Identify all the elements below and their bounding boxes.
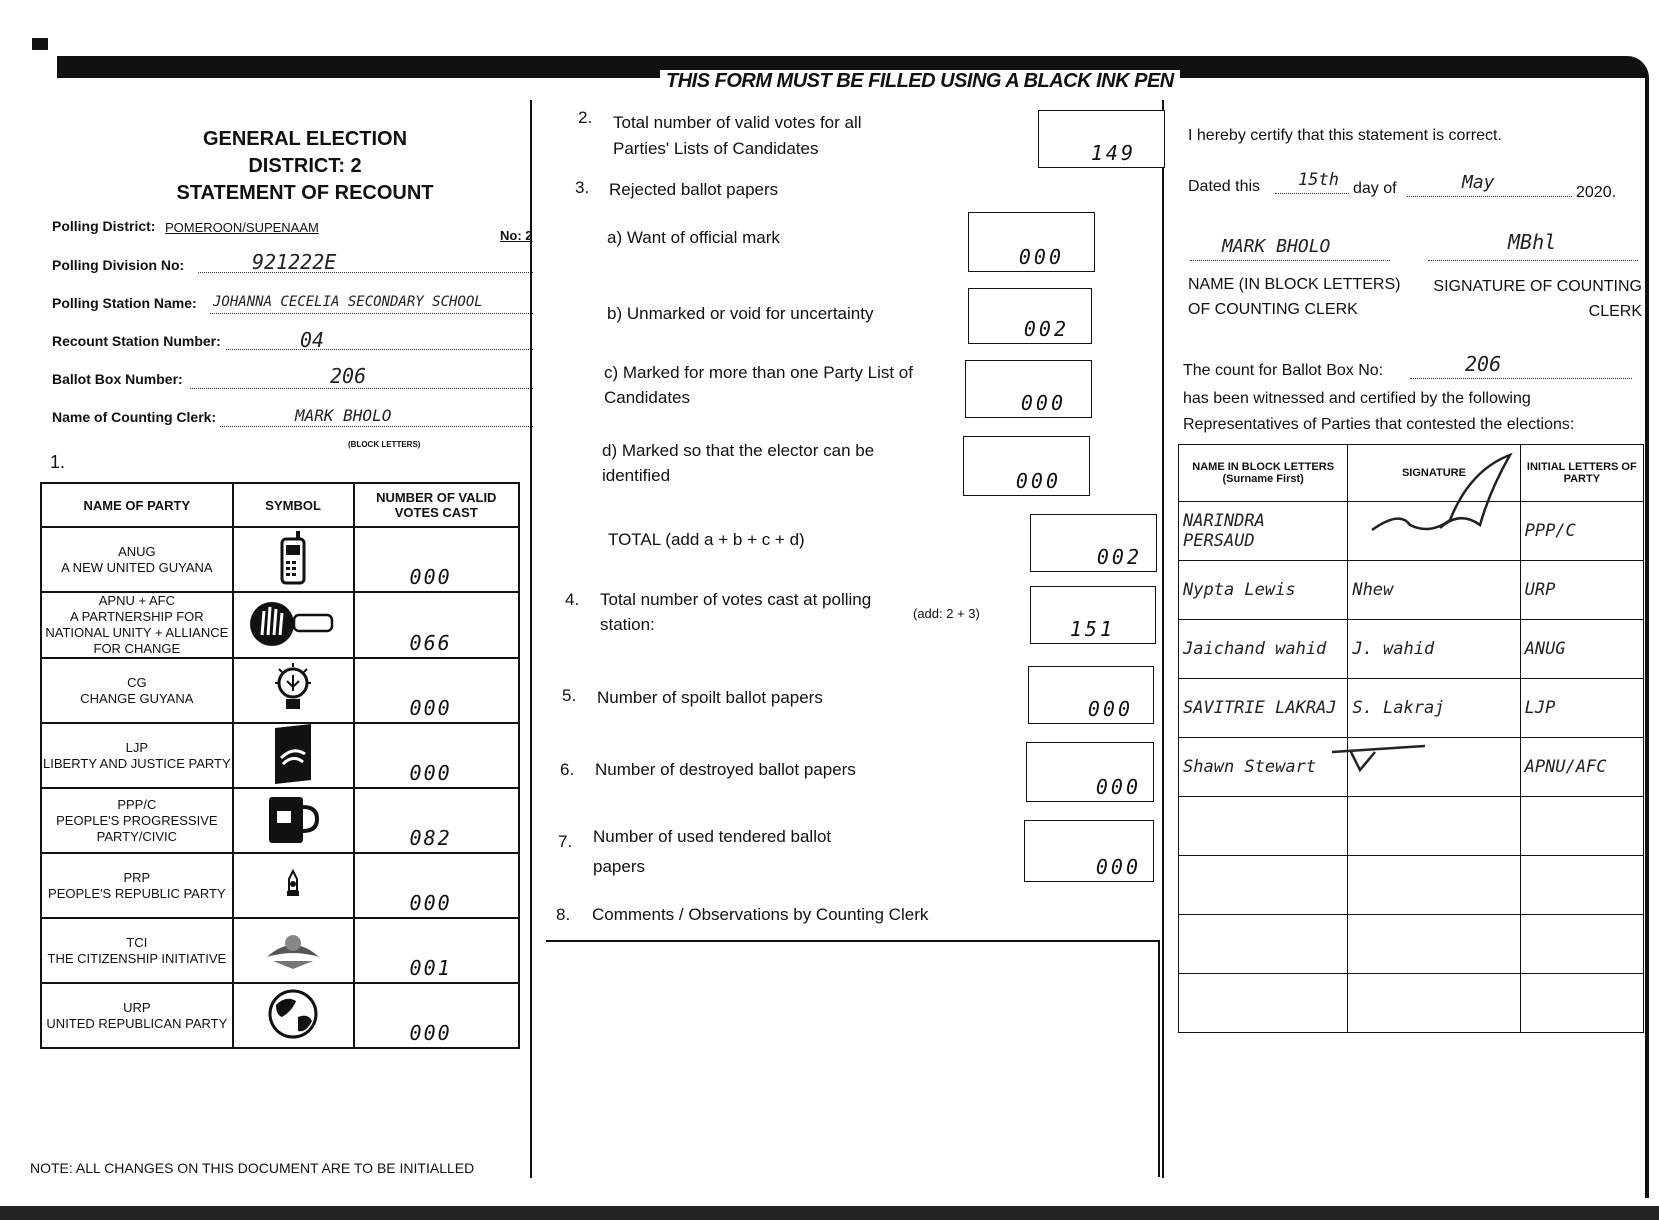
table-row	[1179, 797, 1644, 856]
ballot-box-label: Ballot Box Number:	[52, 371, 183, 387]
rep-name	[1179, 797, 1348, 856]
party-votes-table	[40, 482, 520, 1049]
polling-district-label: Polling District:	[52, 218, 156, 234]
banner-text: THIS FORM MUST BE FILLED USING A BLACK INK PEN	[660, 70, 1180, 93]
votes-value: 000	[409, 761, 452, 785]
polling-station-value: JOHANNA CECELIA SECONDARY SCHOOL	[213, 294, 483, 310]
header-title: GENERAL ELECTION	[202, 128, 408, 150]
table-row	[41, 853, 519, 918]
clerk-name-line	[220, 426, 533, 427]
q6-label: Number of destroyed ballot papers	[595, 760, 856, 779]
rep-party: ANUG	[1520, 620, 1643, 679]
q5-box	[1028, 666, 1154, 724]
signature-scribble-1	[1370, 450, 1520, 540]
polling-division-value: 921222E	[252, 250, 337, 274]
q8-num: 8.	[556, 905, 571, 924]
table-row	[41, 983, 519, 1048]
clerk-signature: MBhl	[1508, 230, 1557, 254]
q5-num: 5.	[562, 686, 577, 705]
q6-value: 000	[1095, 775, 1141, 799]
witness-line-1: has been witnessed and certified by the following	[1183, 390, 1531, 407]
form-header	[150, 126, 460, 207]
bottom-edge	[0, 1206, 1659, 1220]
rep-name: SAVITRIE LAKRAJ	[1179, 679, 1348, 738]
right-edge-line	[1645, 78, 1649, 1198]
q7-label: Number of used tendered ballot papers	[593, 827, 832, 876]
rep-signature: J. wahid	[1348, 620, 1520, 679]
polling-district-no: No: 2	[500, 228, 533, 243]
block-letters-note: (BLOCK LETTERS)	[348, 440, 421, 449]
dated-day-line	[1275, 193, 1349, 194]
col-rep-signature: SIGNATURE	[1348, 445, 1520, 502]
q3-label: Rejected ballot papers	[609, 180, 779, 199]
q3b-box	[968, 288, 1092, 344]
recount-station-line	[226, 349, 533, 350]
total-box	[1030, 514, 1157, 572]
party-abbr: TCI	[126, 934, 148, 950]
party-abbr: CG	[127, 674, 147, 690]
q3d-box	[963, 436, 1090, 496]
phone-icon	[278, 531, 308, 585]
clerk-name-sign-line	[1190, 260, 1390, 261]
q4-box	[1030, 586, 1156, 644]
dated-mid: day of	[1353, 180, 1397, 197]
q3b-label: b) Unmarked or void for uncertainty	[607, 304, 874, 323]
table-row	[41, 723, 519, 788]
divider-left	[530, 100, 532, 1178]
rep-signature: S. Lakraj	[1348, 679, 1520, 738]
q3c-value: 000	[1020, 391, 1066, 415]
party-abbr: LJP	[125, 739, 149, 755]
count-line	[1410, 378, 1632, 379]
lamp-icon	[283, 869, 303, 899]
initial-note: NOTE: ALL CHANGES ON THIS DOCUMENT ARE TO BE INITIALLED	[30, 1160, 475, 1176]
votes-value: 001	[409, 956, 452, 980]
q3b-value: 002	[1023, 317, 1069, 341]
divider-right	[1162, 100, 1164, 1178]
rep-party: URP	[1520, 561, 1643, 620]
col-party-name: NAME OF PARTY	[41, 483, 233, 527]
emblem-icon	[263, 927, 323, 971]
total-value: 002	[1096, 545, 1142, 569]
table-row	[1179, 561, 1644, 620]
q2-value: 149	[1090, 141, 1136, 165]
votes-value: 000	[409, 696, 452, 720]
clerk-name-label: Name of Counting Clerk:	[52, 409, 217, 425]
rep-name	[1179, 856, 1348, 915]
col-rep-name: NAME IN BLOCK LETTERS (Surname First)	[1179, 445, 1348, 502]
cup-icon	[265, 791, 321, 847]
col-rep-party: INITIAL LETTERS OF PARTY	[1520, 445, 1643, 502]
polling-division-label: Polling Division No:	[52, 257, 185, 273]
q3c-box	[965, 360, 1092, 418]
q3a-box	[968, 212, 1095, 272]
dated-prefix: Dated this	[1188, 178, 1261, 195]
rep-party	[1520, 856, 1643, 915]
party-abbr: PPP/C	[117, 796, 157, 812]
lightbulb-icon	[271, 661, 315, 717]
section-one: 1.	[50, 452, 66, 472]
col-symbol: SYMBOL	[233, 483, 354, 527]
table-row	[41, 658, 519, 723]
rep-signature	[1348, 797, 1520, 856]
party-name: PEOPLE'S REPUBLIC PARTY	[48, 885, 226, 901]
rep-name: Nypta Lewis	[1179, 561, 1348, 620]
q5-value: 000	[1087, 697, 1133, 721]
q4-add-note: (add: 2 + 3)	[913, 606, 980, 621]
rep-party	[1520, 915, 1643, 974]
polling-station-label: Polling Station Name:	[52, 295, 197, 311]
clerk-sig-line	[1428, 260, 1638, 261]
party-name: LIBERTY AND JUSTICE PARTY	[43, 755, 231, 771]
dated-day: 15th	[1298, 170, 1339, 190]
rep-party	[1520, 797, 1643, 856]
globe-icon	[266, 987, 320, 1041]
q4-value: 151	[1069, 617, 1115, 641]
votes-value: 082	[409, 826, 452, 850]
clerk-name-block: MARK BHOLO	[1222, 236, 1331, 257]
comments-area	[546, 940, 1160, 1177]
polling-station-line	[210, 313, 533, 314]
q3-num: 3.	[575, 178, 590, 197]
party-name: THE CITIZENSHIP INITIATIVE	[47, 950, 227, 966]
recount-station-value: 04	[300, 328, 325, 352]
party-abbr: ANUG	[118, 543, 156, 559]
party-abbr: APNU + AFC	[98, 593, 175, 608]
rep-party: LJP	[1520, 679, 1643, 738]
rep-party	[1520, 974, 1643, 1033]
votes-value: 000	[409, 1021, 452, 1045]
party-name: UNITED REPUBLICAN PARTY	[46, 1015, 228, 1031]
table-row	[41, 592, 519, 658]
table-row	[1179, 856, 1644, 915]
polling-district-value: POMEROON/SUPENAAM	[165, 220, 319, 235]
party-abbr: URP	[123, 999, 151, 1015]
q8-label: Comments / Observations by Counting Clerk	[592, 905, 929, 924]
certify-text: I hereby certify that this statement is correct.	[1188, 127, 1502, 144]
party-name: A PARTNERSHIP FOR NATIONAL UNITY + ALLIANCE FOR CHANGE	[45, 609, 229, 656]
votes-value: 066	[409, 631, 452, 655]
q2-num: 2.	[578, 108, 593, 127]
rep-signature	[1348, 856, 1520, 915]
q7-box	[1024, 820, 1154, 882]
q3d-label: d) Marked so that the elector can be identified	[602, 441, 875, 485]
rep-signature	[1348, 915, 1520, 974]
q3a-value: 000	[1018, 245, 1064, 269]
q3d-value: 000	[1015, 469, 1061, 493]
rep-name: NARINDRA PERSAUD	[1179, 502, 1348, 561]
party-name: PEOPLE'S PROGRESSIVE PARTY/CIVIC	[56, 812, 218, 844]
rep-name: Jaichand wahid	[1179, 620, 1348, 679]
table-row	[1179, 974, 1644, 1033]
count-prefix: The count for Ballot Box No:	[1183, 362, 1384, 379]
q6-num: 6.	[560, 760, 575, 779]
rep-name: Shawn Stewart	[1179, 738, 1348, 797]
signature-scribble-2	[1330, 742, 1430, 772]
party-name: CHANGE GUYANA	[80, 690, 194, 706]
dated-month: May	[1462, 172, 1495, 193]
ballot-box-value: 206	[330, 364, 367, 388]
rep-party: APNU/AFC	[1520, 738, 1643, 797]
votes-value: 000	[409, 891, 452, 915]
clerk-name-value: MARK BHOLO	[295, 406, 392, 425]
recount-station-label: Recount Station Number:	[52, 333, 221, 349]
rep-party: PPP/C	[1520, 502, 1643, 561]
hand-key-icon	[250, 597, 336, 651]
table-row	[41, 527, 519, 592]
votes-value: 000	[409, 565, 452, 589]
col-votes: NUMBER OF VALID VOTES CAST	[354, 483, 519, 527]
rep-name	[1179, 915, 1348, 974]
corner-mark	[32, 38, 48, 50]
table-row	[1179, 679, 1644, 738]
q6-box	[1026, 742, 1154, 802]
q4-label: Total number of votes cast at polling station:	[600, 590, 872, 634]
count-value: 206	[1465, 352, 1502, 376]
q2-box	[1038, 110, 1165, 168]
handshake-icon	[271, 724, 315, 784]
total-label: TOTAL (add a + b + c + d)	[608, 530, 805, 549]
dated-month-line	[1407, 196, 1572, 197]
header-statement: STATEMENT OF RECOUNT	[176, 182, 434, 204]
q7-num: 7.	[558, 832, 573, 851]
party-abbr: PRP	[123, 869, 151, 885]
clerk-sig-caption: SIGNATURE OF COUNTING CLERK	[1433, 278, 1642, 320]
table-row	[41, 918, 519, 983]
rep-signature	[1348, 974, 1520, 1033]
header-district: DISTRICT: 2	[248, 155, 362, 177]
party-name: A NEW UNITED GUYANA	[61, 559, 213, 575]
q4-num: 4.	[565, 590, 580, 609]
rep-name	[1179, 974, 1348, 1033]
q3a-label: a) Want of official mark	[607, 228, 780, 247]
clerk-name-caption: NAME (IN BLOCK LETTERS) OF COUNTING CLERK	[1188, 276, 1401, 318]
q2-label: Total number of valid votes for all Parties' Lists of Candidates	[613, 113, 862, 158]
table-row	[41, 788, 519, 853]
polling-division-line	[198, 272, 533, 273]
rep-signature: Nhew	[1348, 561, 1520, 620]
q5-label: Number of spoilt ballot papers	[597, 688, 823, 707]
q3c-label: c) Marked for more than one Party List of Candidates	[604, 363, 913, 407]
ballot-box-line	[190, 388, 533, 389]
q7-value: 000	[1095, 855, 1141, 879]
table-row	[1179, 915, 1644, 974]
dated-year: 2020.	[1576, 184, 1617, 201]
witness-line-2: Representatives of Parties that contested the elections:	[1183, 416, 1575, 433]
table-row	[1179, 620, 1644, 679]
